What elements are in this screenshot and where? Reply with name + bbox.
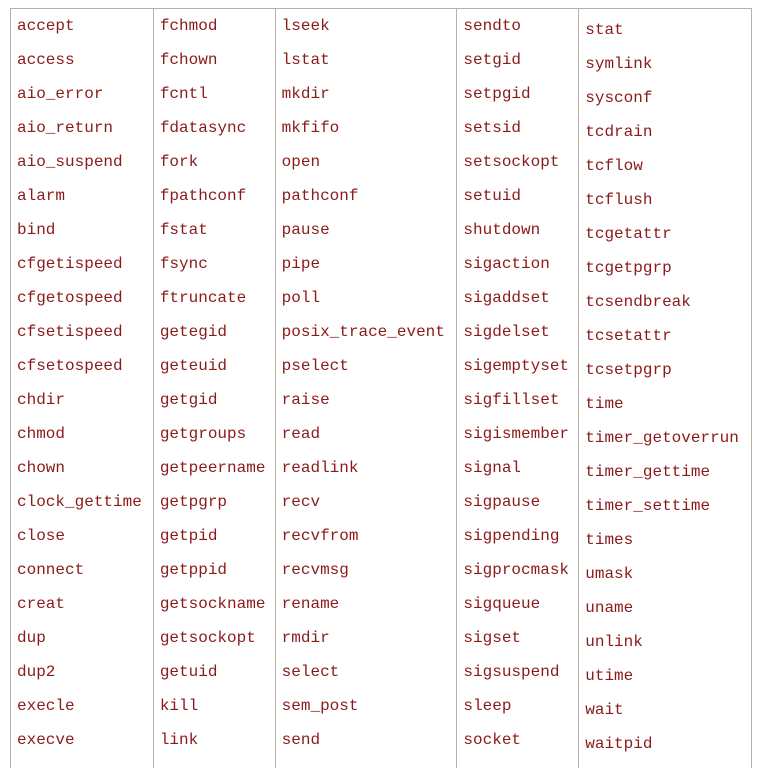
function-name-cell: mkfifo [281,119,340,137]
function-name-cell: sigaction [463,255,550,273]
function-name-cell: setuid [463,187,522,205]
function-name-cell: recvmsg [281,561,349,579]
function-name-cell: setgid [463,51,522,69]
function-name-cell: sigset [463,629,522,647]
function-name-cell: posix_trace_event [281,323,445,341]
function-name-cell: timer_gettime [585,463,711,481]
function-name-cell: tcflow [585,157,643,175]
function-name-cell: fchmod [159,17,218,35]
function-name-cell: fchown [159,51,218,69]
function-name-cell: read [281,425,321,443]
function-name-cell: time [585,395,624,413]
function-name-cell: select [281,663,340,681]
function-name-cell: utime [585,667,634,685]
function-name-cell: fork [159,153,199,171]
function-table [10,8,752,768]
function-name-cell: tcsetpgrp [585,361,672,379]
function-name-cell: sysconf [585,89,653,107]
function-name-cell: dup [17,629,46,647]
function-name-cell: getpgrp [159,493,228,511]
function-name-cell: setsockopt [463,153,560,171]
function-name-cell: signal [463,459,522,477]
function-name-cell: chmod [17,425,66,443]
function-name-cell: tcsetattr [585,327,672,345]
table-column-4 [457,9,579,768]
function-name-cell: setsid [463,119,522,137]
function-name-cell: raise [281,391,330,409]
function-name-cell: creat [17,595,66,613]
function-name-cell: poll [281,289,321,307]
function-name-cell: link [159,731,199,749]
function-name-cell: shutdown [463,221,541,239]
function-name-cell: tcflush [585,191,653,209]
function-name-cell: tcgetattr [585,225,672,243]
function-name-cell: cfsetospeed [17,357,123,375]
function-name-cell: fpathconf [159,187,247,205]
table-column-1 [11,9,154,768]
function-name-cell: getpid [159,527,218,545]
function-name-cell: access [17,51,75,69]
function-name-cell: fcntl [159,85,208,103]
function-name-cell: aio_error [17,85,104,103]
function-name-cell: socket [463,731,522,749]
function-name-cell: sigemptyset [463,357,570,375]
function-name-cell: send [281,731,321,749]
function-name-cell: sigfillset [463,391,560,409]
function-name-cell: rmdir [281,629,330,647]
function-name-cell: sleep [463,697,512,715]
function-name-cell: timer_settime [585,497,711,515]
function-name-cell: lseek [281,17,330,35]
function-name-cell: sigpending [463,527,560,545]
function-name-cell: sem_post [281,697,359,715]
function-name-cell: getsockopt [159,629,256,647]
function-name-cell: clock_gettime [17,493,142,511]
function-name-cell: pathconf [281,187,359,205]
function-name-cell: getpeername [159,459,266,477]
function-name-cell: alarm [17,187,66,205]
function-name-cell: fsync [159,255,208,273]
function-name-cell: sigpause [463,493,541,511]
function-name-cell: symlink [585,55,653,73]
function-name-cell: bind [17,221,56,239]
function-name-cell: open [281,153,321,171]
function-name-cell: execve [17,731,75,749]
function-name-cell: lstat [281,51,330,69]
function-name-cell: pselect [281,357,349,375]
function-name-cell: pipe [281,255,321,273]
function-name-cell: accept [17,17,75,35]
table-column-5 [579,9,752,768]
function-name-cell: cfgetospeed [17,289,123,307]
function-name-cell: dup2 [17,663,56,681]
function-name-cell: cfgetispeed [17,255,123,273]
function-name-cell: umask [585,565,634,583]
function-name-cell: getuid [159,663,218,681]
function-name-cell: getppid [159,561,228,579]
function-name-cell: mkdir [281,85,330,103]
function-name-cell: chown [17,459,66,477]
function-name-cell: readlink [281,459,359,477]
table-column-3 [276,9,458,768]
function-name-cell: fstat [159,221,208,239]
function-name-cell: waitpid [585,735,653,753]
function-name-cell: sigsuspend [463,663,560,681]
function-name-cell: tcgetpgrp [585,259,672,277]
function-name-cell: aio_return [17,119,114,137]
function-name-cell: uname [585,599,634,617]
function-name-cell: chdir [17,391,66,409]
function-name-cell: sigaddset [463,289,550,307]
function-name-cell: sendto [463,17,522,35]
function-name-cell: getgid [159,391,218,409]
function-name-cell: wait [585,701,624,719]
function-name-cell: geteuid [159,357,228,375]
function-name-cell: getsockname [159,595,266,613]
function-name-cell: ftruncate [159,289,247,307]
function-name-cell: times [585,531,634,549]
function-name-cell: sigdelset [463,323,550,341]
function-name-cell: fdatasync [159,119,247,137]
function-name-cell: tcdrain [585,123,653,141]
function-name-cell: unlink [585,633,643,651]
function-name-cell: aio_suspend [17,153,123,171]
function-name-cell: rename [281,595,340,613]
function-name-cell: execle [17,697,75,715]
function-name-cell: getgroups [159,425,247,443]
function-name-cell: sigprocmask [463,561,570,579]
function-name-cell: pause [281,221,330,239]
function-name-cell: setpgid [463,85,531,103]
function-name-cell: stat [585,21,624,39]
function-name-cell: cfsetispeed [17,323,123,341]
function-name-cell: connect [17,561,85,579]
function-name-cell: close [17,527,66,545]
table-column-2 [154,9,276,768]
function-name-cell: sigismember [463,425,570,443]
function-name-cell: timer_getoverrun [585,429,739,447]
function-name-cell: kill [159,697,199,715]
function-name-cell: tcsendbreak [585,293,691,311]
function-name-cell: recv [281,493,321,511]
function-name-cell: getegid [159,323,228,341]
function-name-cell: recvfrom [281,527,359,545]
function-name-cell: sigqueue [463,595,541,613]
